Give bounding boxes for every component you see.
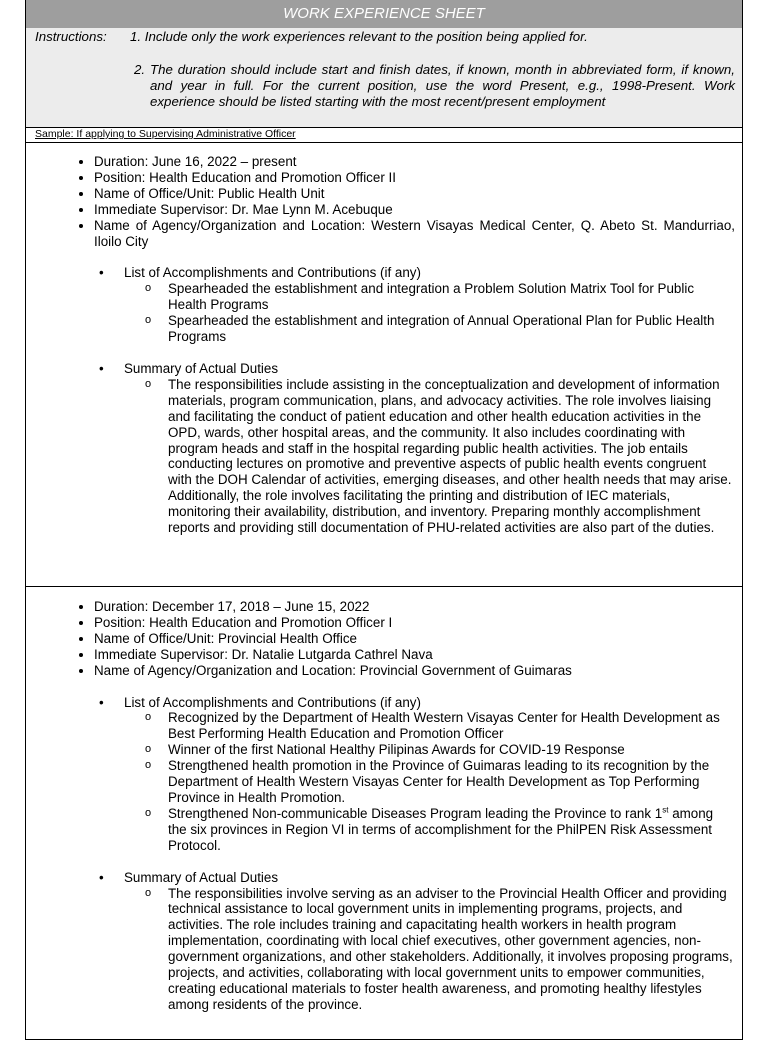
office-unit: • Name of Office/Unit: Provincial Health Office (94, 631, 742, 647)
position: • Position: Health Education and Promotion Officer I (94, 615, 742, 631)
accomplishments-list (26, 710, 742, 853)
entry-divider (26, 586, 742, 587)
accomplishment-item (26, 806, 742, 854)
accomplishments-list (26, 281, 742, 345)
duties-item (26, 886, 742, 1013)
duties-list (26, 886, 742, 1013)
ordinal-suffix: st (662, 805, 669, 815)
immediate-supervisor: • Immediate Supervisor: Dr. Natalie Lutgarda Cathrel Nava (94, 647, 742, 663)
instruction-1-text: Include only the work experiences relevant to the position being applied for. (144, 29, 588, 44)
accomplishment-text: Strengthened health promotion in the Province of Guimaras leading to its recognition by the Department of Health Western Visayas Center for Health Development as Top Performing Province in Health Promotion. (168, 758, 710, 805)
instruction-1 (35, 29, 588, 45)
duties-list (26, 377, 742, 536)
instructions-label: Instructions: (35, 29, 107, 44)
duties-heading: • Summary of Actual Duties (26, 870, 742, 886)
duties-heading: • Summary of Actual Duties (26, 361, 742, 377)
accomplishment-text: Spearheaded the establishment and integration of Annual Operational Plan for Public Health Programs (168, 313, 715, 345)
sub-bullet: o (145, 377, 152, 390)
accomplishment-item (26, 710, 742, 742)
work-experience-sheet (25, 0, 743, 1040)
instruction-2 (134, 62, 735, 110)
sheet-title: WORK EXPERIENCE SHEET (283, 5, 485, 22)
sample-divider (26, 142, 742, 143)
sub-bullet: o (145, 806, 152, 819)
instruction-1-number: 1. (130, 29, 142, 44)
accomplishment-item (26, 313, 742, 345)
accomplishment-text: Winner of the first National Healthy Pilipinas Awards for COVID-19 Response (168, 742, 625, 758)
instructions-box (26, 28, 742, 128)
sample-note: Sample: If applying to Supervising Administrative Officer (35, 128, 296, 140)
accomplishments-heading: • List of Accomplishments and Contributions (if any) (26, 695, 742, 711)
instruction-2-number: 2. (134, 62, 146, 77)
duties-text: The responsibilities include assisting in the conceptualization and development of information materials, program communication, plans, and advocacy activities. The role involves liaising and facilitating the conduct of patient education and other health education activities in the OPD, wards, other hospital areas, and the community. It also includes coordinating with program heads and staff in the hospital regarding public health activities. The job entails conducting lectures on promotive and preventive aspects of public health events congruent with the DOH Calendar of activities, emerging diseases, and other health needs that may arise. Additionally, the role involves facilitating the printing and distribution of IEC materials, monitoring their availability, distribution, and inventory. Preparing monthly accomplishment reports and providing still documentation of PHU-related activities are also part of the duties. (168, 376, 732, 536)
duration: • Duration: June 16, 2022 – present (94, 154, 742, 170)
sub-bullet: o (145, 711, 152, 724)
accomplishment-text-start: Strengthened Non-communicable Diseases Program leading the Province to rank 1 (168, 805, 663, 821)
experience-entry (26, 154, 742, 536)
duties-item (26, 377, 742, 536)
sub-bullet: o (145, 759, 152, 772)
position: • Position: Health Education and Promotion Officer II (94, 170, 742, 186)
sub-bullet: o (145, 314, 152, 327)
instruction-2-text: The duration should include start and finish dates, if known, month in abbreviated form, if known, and year in full. For the current position, use the word Present, e.g., 1998-Present. Work experience should be listed starting with the most recent/present employment (150, 62, 735, 109)
entry-details (26, 154, 742, 249)
accomplishment-text-end: among the six provinces in Region VI in terms of accomplishment for the PhilPEN Risk Assessment Protocol. (168, 805, 714, 853)
sub-bullet: o (145, 282, 152, 295)
duration: • Duration: December 17, 2018 – June 15, 2022 (94, 599, 742, 615)
sub-bullet: o (145, 743, 152, 756)
agency-location: • Name of Agency/Organization and Location: Western Visayas Medical Center, Q. Abeto St. Mandurriao, Iloilo City (94, 218, 735, 250)
immediate-supervisor: • Immediate Supervisor: Dr. Mae Lynn M. Acebuque (94, 202, 742, 218)
entry-details (26, 599, 742, 679)
experience-entry (26, 599, 742, 1013)
accomplishment-item (26, 742, 742, 758)
accomplishment-text: Recognized by the Department of Health Western Visayas Center for Health Development as Best Performing Health Education and Promotion Officer (168, 710, 720, 742)
sheet-title-bar (26, 0, 742, 29)
sub-bullet: o (145, 886, 152, 899)
accomplishment-text: Spearheaded the establishment and integration a Problem Solution Matrix Tool for Public Health Programs (168, 281, 695, 313)
accomplishment-item (26, 281, 742, 313)
office-unit: • Name of Office/Unit: Public Health Unit (94, 186, 742, 202)
duties-text: The responsibilities involve serving as an adviser to the Provincial Health Officer and providing technical assistance to local government units in implementing programs, projects, and activities. The role includes training and capacitating health workers in health program implementation, coordinating with local chief executives, other government agencies, non-government organizations, and other stakeholders. Additionally, it involves proposing programs, projects, and activities, collaborating with local government units to empower communities, creating educational materials to foster health awareness, and promoting healthy lifestyles among residents of the province. (168, 885, 733, 1012)
accomplishments-heading: • List of Accomplishments and Contributions (if any) (26, 265, 742, 281)
accomplishment-item (26, 758, 742, 806)
agency-location: • Name of Agency/Organization and Location: Provincial Government of Guimaras (94, 663, 735, 679)
